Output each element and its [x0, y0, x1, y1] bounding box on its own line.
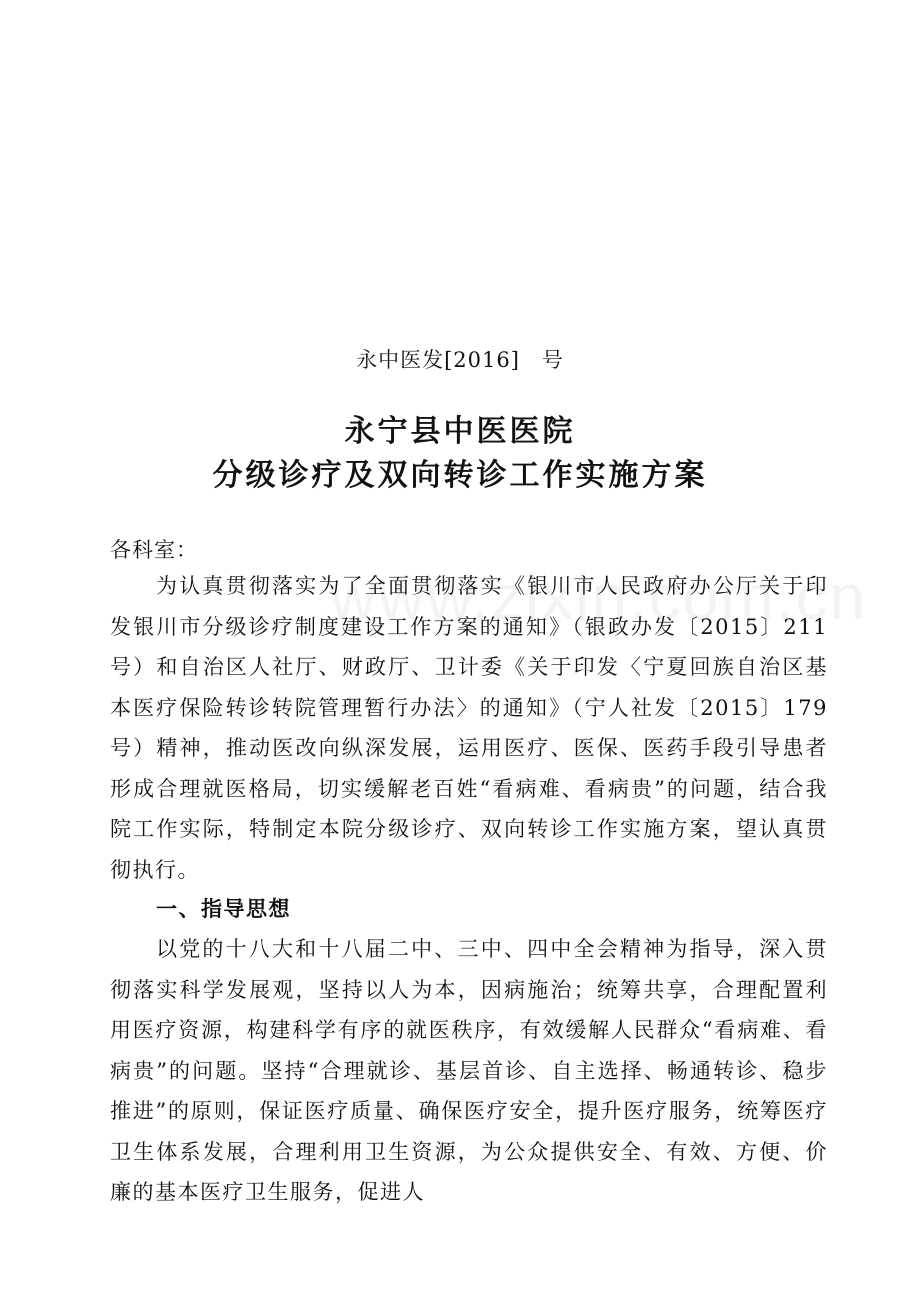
- section-heading-guiding-ideology: 一、指导思想: [156, 896, 291, 921]
- document-title-line2: 分级诊疗及双向转诊工作实施方案: [212, 458, 708, 493]
- document-number: 永中医发[2016] 号: [356, 348, 564, 372]
- document-title-line1: 永宁县中医医院: [344, 414, 576, 449]
- paragraph-intro: 为认真贯彻落实为了全面贯彻落实《银川市人民政府办公厅关于印发银川市分级诊疗制度建设工作方案的通知》（银政办发〔2015〕211 号）和自治区人社厅、财政厅、卫计委《关于印发〈宁夏回族自治区基本医疗保险转诊转院管理暂行办法〉的通知》（宁人社发〔2015〕179 号）精神，推动医改向纵深发展，运用医疗、医保、医药手段引导患者形成合理就医格局，切实缓解老百姓“看病难、看病贵”的问题，结合我院工作实际，特制定本院分级诊疗、双向转诊工作实施方案，望认真贯彻执行。: [110, 574, 828, 882]
- paragraph-guiding-ideology: 以党的十八大和十八届二中、三中、四中全会精神为指导，深入贯彻落实科学发展观，坚持以人为本，因病施治；统筹共享，合理配置利用医疗资源，构建科学有序的就医秩序，有效缓解人民群众“看病难、看病贵”的问题。坚持“合理就诊、基层首诊、自主选择、畅通转诊、稳步推进”的原则，保证医疗质量、确保医疗安全，提升医疗服务，统筹医疗卫生体系发展，合理利用卫生资源，为公众提供安全、有效、方便、价廉的基本医疗卫生服务，促进人: [110, 937, 828, 1204]
- salutation: 各科室：: [110, 538, 198, 562]
